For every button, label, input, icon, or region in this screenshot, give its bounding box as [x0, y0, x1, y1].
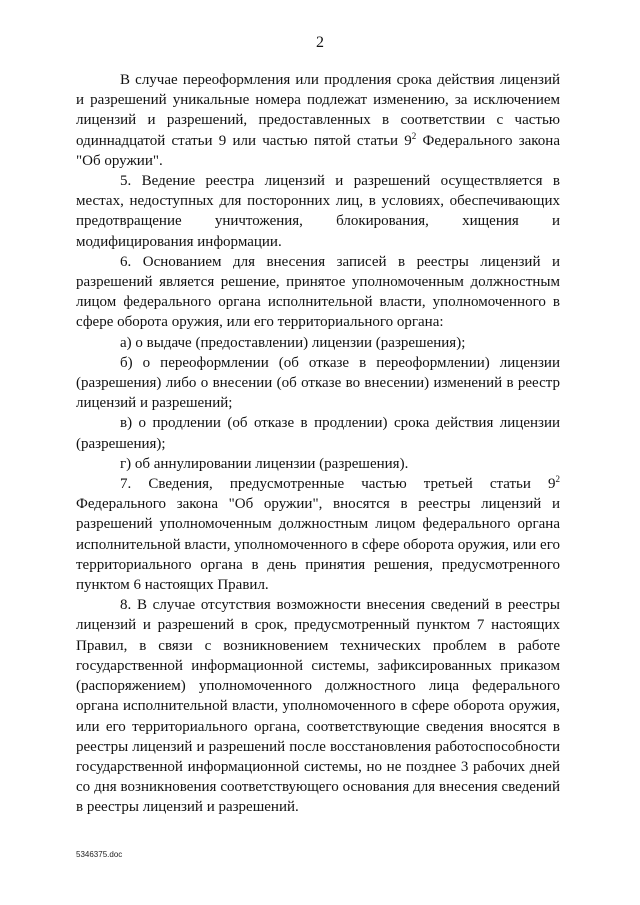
document-file-code: 5346375.doc: [76, 850, 123, 859]
paragraph-5: 5. Ведение реестра лицензий и разрешений осуществляется в местах, недоступных для посторонних лиц, в условиях, обеспечивающих предотвращение уничтожения, блокирования, хищения и модифицирования информации.: [76, 173, 560, 250]
superscript: 2: [411, 130, 417, 141]
document-body: [76, 70, 560, 818]
paragraph-text: В случае переоформления или продления срока действия лицензий и разрешений уникальные номера подлежат изменению, за исключением лицензий и разрешений, предоставленных в соответствии с частью одиннадцатой статьи 9 или частью пятой статьи 9: [76, 72, 560, 149]
paragraph-text-tail: Федерального закона "Об оружии".: [76, 132, 560, 169]
paragraph-6-item-v: в) о продлении (об отказе в продлении) срока действия лицензии (разрешения);: [76, 415, 560, 452]
superscript: 2: [555, 474, 560, 485]
paragraph-renewal-numbers: [76, 70, 560, 171]
page-number: 2: [316, 34, 324, 51]
paragraph-text: 7. Сведения, предусмотренные частью третьей статьи 9: [120, 476, 556, 493]
paragraph-6-item-g: г) об аннулировании лицензии (разрешения).: [120, 455, 409, 472]
paragraph-text-tail: Федерального закона "Об оружии", вносятся в реестры лицензий и разрешений уполномоченным должностным лицом федерального органа исполнительной власти, уполномоченного в сфере оборота оружия, или его территориального органа в день принятия решения, предусмотренного пунктом 6 настоящих Правил.: [76, 496, 560, 594]
paragraph-6-item-b: б) о переоформлении (об отказе в переоформлении) лицензии (разрешения) либо о внесении (об отказе во внесении) изменений в реестр лицензий и разрешений;: [76, 354, 560, 412]
paragraph-6: 6. Основанием для внесения записей в реестры лицензий и разрешений является решение, принятое уполномоченным должностным лицом федерального органа исполнительной власти, уполномоченного в сфере оборота оружия, или его территориального органа:: [76, 253, 560, 331]
paragraph-8: 8. В случае отсутствия возможности внесения сведений в реестры лицензий и разрешений в срок, предусмотренный пунктом 7 настоящих Правил, в связи с возникновением технических проблем в работе государственной информационной системы, зафиксированных приказом (распоряжением) уполномоченного должностного лица федерального органа исполнительной власти, уполномоченного в сфере оборота оружия, или его территориального органа, соответствующие сведения вносятся в реестры лицензий и разрешений после восстановления работоспособности государственной информационной системы, но не позднее 3 рабочих дней со дня возникновения соответствующего основания для внесения сведений в реестры лицензий и разрешений.: [76, 597, 560, 816]
paragraph-6-item-a: а) о выдаче (предоставлении) лицензии (разрешения);: [120, 334, 466, 351]
paragraph-7: [76, 474, 560, 595]
